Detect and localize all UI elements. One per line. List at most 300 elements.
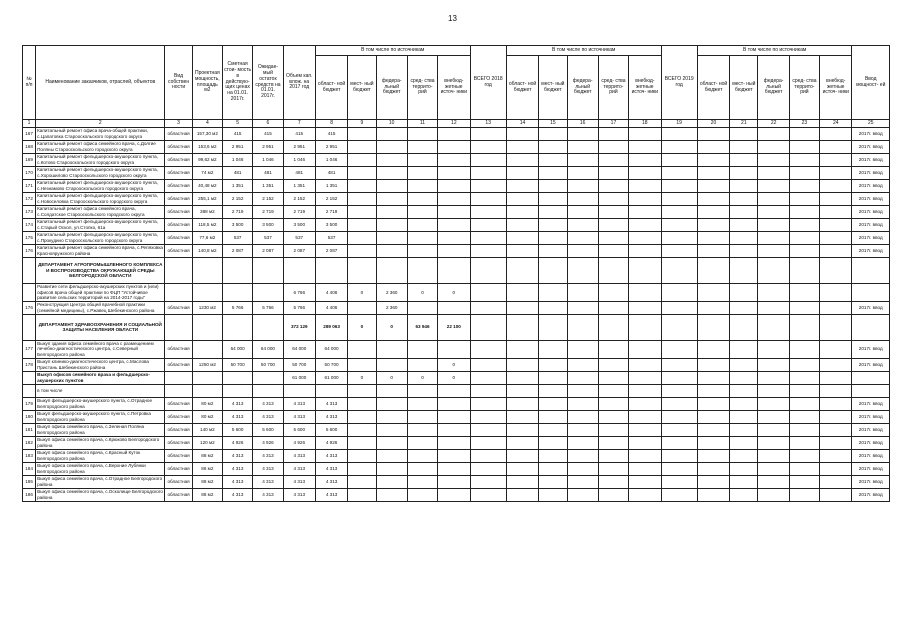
estimated-cost: 481 <box>223 167 253 180</box>
empty-cell <box>730 475 758 488</box>
empty-cell <box>758 358 789 371</box>
empty-cell <box>598 384 628 397</box>
row-number: 171 <box>23 180 36 193</box>
estimated-cost: 2 152 <box>223 193 253 206</box>
source-ter <box>407 245 437 258</box>
section-title: ДЕПАРТАМЕНТ АГРОПРОМЫШЛЕННОГО КОМПЛЕКСА И ВОСПРОИЗВОДСТВА ОКРУЖАЮЩЕЙ СРЕДЫ БЕЛГОРОДСКОЙ ОБЛАСТИ <box>36 258 165 284</box>
empty-cell <box>506 358 538 371</box>
investment-volume: 2 152 <box>283 193 315 206</box>
empty-cell <box>730 284 758 302</box>
estimated-cost: 2 719 <box>223 206 253 219</box>
empty-cell <box>789 167 819 180</box>
empty-cell <box>539 284 567 302</box>
source-ext <box>438 154 470 167</box>
source-loc <box>348 436 376 449</box>
source-loc: 0 <box>348 314 376 340</box>
empty-cell <box>165 314 192 340</box>
source-ter <box>407 232 437 245</box>
empty-cell <box>730 167 758 180</box>
investment-volume: 1 351 <box>283 180 315 193</box>
source-loc <box>348 206 376 219</box>
empty-cell <box>697 219 729 232</box>
empty-cell <box>539 423 567 436</box>
empty-cell <box>697 488 729 501</box>
source-reg: 415 <box>315 128 347 141</box>
empty-cell <box>661 258 697 284</box>
source-loc: 0 <box>348 284 376 302</box>
source-loc <box>348 245 376 258</box>
empty-cell <box>629 180 661 193</box>
empty-cell <box>598 475 628 488</box>
source-reg: 1 046 <box>315 154 347 167</box>
col-header-extrabudget: внебюд- жетные источ- ники <box>438 56 470 120</box>
empty-cell <box>661 301 697 314</box>
source-ext <box>438 167 470 180</box>
empty-cell <box>539 219 567 232</box>
empty-cell <box>789 301 819 314</box>
source-fed <box>376 358 407 371</box>
capacity: 88 м2 <box>192 449 222 462</box>
row-number: 173 <box>23 206 36 219</box>
col-header-local: мест- ный бюджет <box>348 56 376 120</box>
source-reg: 4 313 <box>315 410 347 423</box>
commission-year <box>852 284 890 302</box>
source-fed <box>376 462 407 475</box>
estimated-cost: 4 313 <box>223 449 253 462</box>
empty-cell <box>697 180 729 193</box>
source-loc: 0 <box>348 371 376 384</box>
expected-cost: 4 313 <box>253 410 283 423</box>
estimated-cost <box>223 284 253 302</box>
empty-cell <box>758 206 789 219</box>
row-number: 168 <box>23 141 36 154</box>
empty-cell <box>629 232 661 245</box>
ownership: областная <box>165 301 192 314</box>
empty-cell <box>539 167 567 180</box>
empty-cell <box>629 245 661 258</box>
source-loc <box>348 167 376 180</box>
source-reg <box>315 258 347 284</box>
commission-year: 2017г. ввод <box>852 410 890 423</box>
empty-cell <box>789 449 819 462</box>
empty-cell <box>820 193 852 206</box>
empty-cell <box>697 314 729 340</box>
table-row <box>23 128 890 141</box>
source-ter <box>407 258 437 284</box>
empty-cell <box>470 258 506 284</box>
investment-volume: 4 313 <box>283 475 315 488</box>
source-reg: 4 926 <box>315 436 347 449</box>
empty-cell <box>820 488 852 501</box>
source-fed <box>376 232 407 245</box>
source-fed <box>376 449 407 462</box>
empty-cell <box>539 436 567 449</box>
source-fed <box>376 167 407 180</box>
table-row <box>23 154 890 167</box>
source-fed <box>376 488 407 501</box>
column-number: 13 <box>470 120 506 128</box>
empty-cell <box>567 314 598 340</box>
col-header-commission: Ввод мощност- ей <box>852 46 890 120</box>
empty-cell <box>629 219 661 232</box>
capacity: 88 м2 <box>192 488 222 501</box>
capacity: 388 м2 <box>192 206 222 219</box>
empty-cell <box>506 314 538 340</box>
source-fed: 2 360 <box>376 301 407 314</box>
empty-cell <box>789 358 819 371</box>
empty-cell <box>506 258 538 284</box>
empty-cell <box>598 219 628 232</box>
table-row <box>23 462 890 475</box>
source-reg: 3 500 <box>315 219 347 232</box>
empty-cell <box>629 301 661 314</box>
empty-cell <box>506 219 538 232</box>
empty-cell <box>567 180 598 193</box>
empty-cell <box>567 245 598 258</box>
commission-year: 2017г. ввод <box>852 193 890 206</box>
source-ter <box>407 449 437 462</box>
page-number: 13 <box>448 14 457 23</box>
empty-cell <box>697 410 729 423</box>
empty-cell <box>730 384 758 397</box>
empty-cell <box>789 154 819 167</box>
empty-cell <box>567 436 598 449</box>
source-fed <box>376 436 407 449</box>
object-name: Капитальный ремонт офиса врача-общей практики, с.Цапатовка Старооскольского городского округа <box>36 128 165 141</box>
empty-cell <box>661 245 697 258</box>
table-row <box>23 371 890 384</box>
empty-cell <box>253 258 283 284</box>
expected-cost: 1 351 <box>253 180 283 193</box>
empty-cell <box>598 358 628 371</box>
source-reg: 2 087 <box>315 245 347 258</box>
empty-cell <box>567 475 598 488</box>
empty-cell <box>661 423 697 436</box>
empty-cell <box>470 410 506 423</box>
col-header-inv-volume: Объем кап. влож. на 2017 год <box>283 46 315 120</box>
empty-cell <box>758 384 789 397</box>
table-row <box>23 219 890 232</box>
empty-cell <box>567 397 598 410</box>
empty-cell <box>661 128 697 141</box>
capacity <box>192 340 222 358</box>
empty-cell <box>789 462 819 475</box>
source-ext <box>438 219 470 232</box>
column-number: 17 <box>598 120 628 128</box>
expected-cost <box>253 384 283 397</box>
expected-cost: 1 046 <box>253 154 283 167</box>
empty-cell <box>758 258 789 284</box>
commission-year: 2017г. ввод <box>852 180 890 193</box>
source-loc <box>348 193 376 206</box>
empty-cell <box>506 436 538 449</box>
empty-cell <box>470 180 506 193</box>
total-volume: 372 129 <box>283 314 315 340</box>
row-number: 170 <box>23 167 36 180</box>
empty-cell <box>697 475 729 488</box>
empty-cell <box>820 475 852 488</box>
empty-cell <box>629 358 661 371</box>
table-row <box>23 193 890 206</box>
empty-cell <box>539 141 567 154</box>
column-number: 1 <box>23 120 36 128</box>
empty-cell <box>506 245 538 258</box>
estimated-cost: 1 351 <box>223 180 253 193</box>
col-header-regional: област- ной бюджет <box>506 56 538 120</box>
empty-cell <box>758 488 789 501</box>
empty-cell <box>629 397 661 410</box>
source-reg: 4 313 <box>315 462 347 475</box>
object-name: Капитальный ремонт офиса семейного врача, с.Солдатское Старооскольского городского округа <box>36 206 165 219</box>
empty-cell <box>758 245 789 258</box>
empty-cell <box>820 128 852 141</box>
col-header-est-cost: Сметная стои- мость в действую- щих ценах на 01.01. 2017г. <box>223 46 253 120</box>
empty-cell <box>758 301 789 314</box>
empty-cell <box>598 449 628 462</box>
empty-cell <box>506 284 538 302</box>
ownership: областная <box>165 423 192 436</box>
empty-cell <box>661 167 697 180</box>
empty-cell <box>567 488 598 501</box>
empty-cell <box>567 193 598 206</box>
empty-cell <box>820 358 852 371</box>
empty-cell <box>697 245 729 258</box>
source-fed <box>376 154 407 167</box>
empty-cell <box>661 141 697 154</box>
empty-cell <box>470 371 506 384</box>
object-name: Выкуп здания офиса семейного врача с размещением лечебно-диагностического центра, с.Северный Белгородского района <box>36 340 165 358</box>
empty-cell <box>567 462 598 475</box>
empty-cell <box>697 371 729 384</box>
column-number: 9 <box>348 120 376 128</box>
source-fed <box>376 258 407 284</box>
empty-cell <box>661 284 697 302</box>
object-name: Выкуп офисов семейного врача и фельдшерско-акушерских пунктов <box>36 371 165 384</box>
empty-cell <box>661 488 697 501</box>
empty-cell <box>598 301 628 314</box>
investment-volume: 4 313 <box>283 410 315 423</box>
row-number: 183 <box>23 449 36 462</box>
empty-cell <box>567 258 598 284</box>
empty-cell <box>470 206 506 219</box>
empty-cell <box>730 488 758 501</box>
empty-cell <box>629 371 661 384</box>
empty-cell <box>820 180 852 193</box>
ownership: областная <box>165 340 192 358</box>
ownership: областная <box>165 154 192 167</box>
ownership: областная <box>165 232 192 245</box>
empty-cell <box>789 423 819 436</box>
table-row <box>23 384 890 397</box>
row-number: 178 <box>23 358 36 371</box>
empty-cell <box>697 154 729 167</box>
empty-cell <box>820 219 852 232</box>
capacity: 74 м2 <box>192 167 222 180</box>
empty-cell <box>789 488 819 501</box>
row-number: 176 <box>23 301 36 314</box>
empty-cell <box>789 397 819 410</box>
source-ext: 22 100 <box>438 314 470 340</box>
empty-cell <box>539 449 567 462</box>
source-reg: 4 313 <box>315 397 347 410</box>
empty-cell <box>598 462 628 475</box>
investment-volume: 4 313 <box>283 462 315 475</box>
investment-volume: 50 700 <box>283 358 315 371</box>
empty-cell <box>567 232 598 245</box>
object-name: Выкуп офиса семейного врача, с.Верхние Лубянки Белгородского района <box>36 462 165 475</box>
empty-cell <box>598 436 628 449</box>
empty-cell <box>758 436 789 449</box>
source-ter <box>407 488 437 501</box>
empty-cell <box>506 301 538 314</box>
col-header-federal: федера- льный бюджет <box>376 56 407 120</box>
empty-cell <box>789 206 819 219</box>
source-ter <box>407 141 437 154</box>
column-number: 22 <box>758 120 789 128</box>
commission-year: 2017г. ввод <box>852 358 890 371</box>
object-name: Капитальный ремонт фельдшерско-акушерского пункта, с.Старый Оскол, ул.Стопко, 61а <box>36 219 165 232</box>
empty-cell <box>820 301 852 314</box>
investment-volume: 4 313 <box>283 397 315 410</box>
empty-cell <box>758 314 789 340</box>
empty-cell <box>470 488 506 501</box>
table-row <box>23 436 890 449</box>
ownership: областная <box>165 141 192 154</box>
empty-cell <box>506 128 538 141</box>
row-number: 179 <box>23 397 36 410</box>
source-ext <box>438 475 470 488</box>
column-number: 3 <box>165 120 192 128</box>
empty-cell <box>506 141 538 154</box>
empty-cell <box>697 397 729 410</box>
source-reg: 4 313 <box>315 488 347 501</box>
ownership: областная <box>165 358 192 371</box>
table-row <box>23 245 890 258</box>
empty-cell <box>758 475 789 488</box>
table-row <box>23 423 890 436</box>
investment-volume: 6 766 <box>283 284 315 302</box>
col-header-local: мест- ный бюджет <box>730 56 758 120</box>
col-header-ownership: Вид собствен ности <box>165 46 192 120</box>
capacity: 140 м2 <box>192 423 222 436</box>
empty-cell <box>629 314 661 340</box>
column-number: 14 <box>506 120 538 128</box>
empty-cell <box>629 141 661 154</box>
empty-cell <box>470 462 506 475</box>
empty-cell <box>820 423 852 436</box>
capacity: 157,30 м2 <box>192 128 222 141</box>
source-ter: 0 <box>407 284 437 302</box>
empty-cell <box>758 193 789 206</box>
empty-cell <box>697 358 729 371</box>
empty-cell <box>789 232 819 245</box>
empty-cell <box>730 462 758 475</box>
empty-cell <box>470 193 506 206</box>
row-number: 186 <box>23 488 36 501</box>
object-name: Выкуп фельдшерско-акушерского пункта, с.Отрадное Белгородского района <box>36 397 165 410</box>
col-header-regional: област- ной бюджет <box>315 56 347 120</box>
col-header-extrabudget: внебюд- жетные источ- ники <box>629 56 661 120</box>
empty-cell <box>598 340 628 358</box>
empty-cell <box>567 449 598 462</box>
empty-cell <box>470 449 506 462</box>
object-name: Капитальный ремонт офиса семейного врача, с.Репяховка Краснояружского района <box>37 245 163 256</box>
table-row <box>23 397 890 410</box>
empty-cell <box>661 232 697 245</box>
source-reg: 4 406 <box>315 284 347 302</box>
empty-cell <box>730 180 758 193</box>
empty-cell <box>506 232 538 245</box>
empty-cell <box>758 167 789 180</box>
commission-year: 2017г. ввод <box>852 167 890 180</box>
source-ter <box>407 475 437 488</box>
row-number <box>23 258 36 284</box>
empty-cell <box>629 462 661 475</box>
capacity: 1250 м2 <box>192 358 222 371</box>
empty-cell <box>539 340 567 358</box>
table-row <box>23 301 890 314</box>
source-loc <box>348 154 376 167</box>
source-reg: 64 000 <box>315 340 347 358</box>
empty-cell <box>567 154 598 167</box>
commission-year <box>852 371 890 384</box>
empty-cell <box>661 475 697 488</box>
ownership: областная <box>165 167 192 180</box>
table-row <box>23 410 890 423</box>
empty-cell <box>470 141 506 154</box>
empty-cell <box>758 340 789 358</box>
empty-cell <box>730 206 758 219</box>
investment-volume: 4 926 <box>283 436 315 449</box>
investment-volume: 415 <box>283 128 315 141</box>
source-reg <box>315 384 347 397</box>
column-number: 11 <box>407 120 437 128</box>
row-number: 181 <box>23 423 36 436</box>
source-loc <box>348 462 376 475</box>
source-ter <box>407 219 437 232</box>
empty-cell <box>598 314 628 340</box>
empty-cell <box>789 384 819 397</box>
empty-cell <box>730 449 758 462</box>
empty-cell <box>539 180 567 193</box>
table-row <box>23 232 890 245</box>
source-fed <box>376 475 407 488</box>
investment-table <box>22 45 890 502</box>
source-ext <box>438 488 470 501</box>
empty-cell <box>539 128 567 141</box>
source-fed <box>376 340 407 358</box>
source-loc <box>348 488 376 501</box>
empty-cell <box>820 340 852 358</box>
estimated-cost <box>223 384 253 397</box>
empty-cell <box>539 232 567 245</box>
empty-cell <box>697 301 729 314</box>
row-number <box>23 384 36 397</box>
col-header-name: Наименование заказчиков, отраслей, объектов <box>36 46 165 120</box>
empty-cell <box>820 436 852 449</box>
empty-cell <box>567 301 598 314</box>
table-row <box>23 449 890 462</box>
empty-cell <box>852 258 890 284</box>
row-number: 174 <box>23 219 36 232</box>
commission-year: 2017г. ввод <box>852 128 890 141</box>
source-reg: 289 063 <box>315 314 347 340</box>
object-name: Капитальный ремонт фельдшерско-акушерского пункта, с.Хорошилово Старооскольского городского округа <box>36 167 165 180</box>
investment-volume: 537 <box>283 232 315 245</box>
row-number: 185 <box>23 475 36 488</box>
empty-cell <box>539 410 567 423</box>
source-reg: 1 351 <box>315 180 347 193</box>
